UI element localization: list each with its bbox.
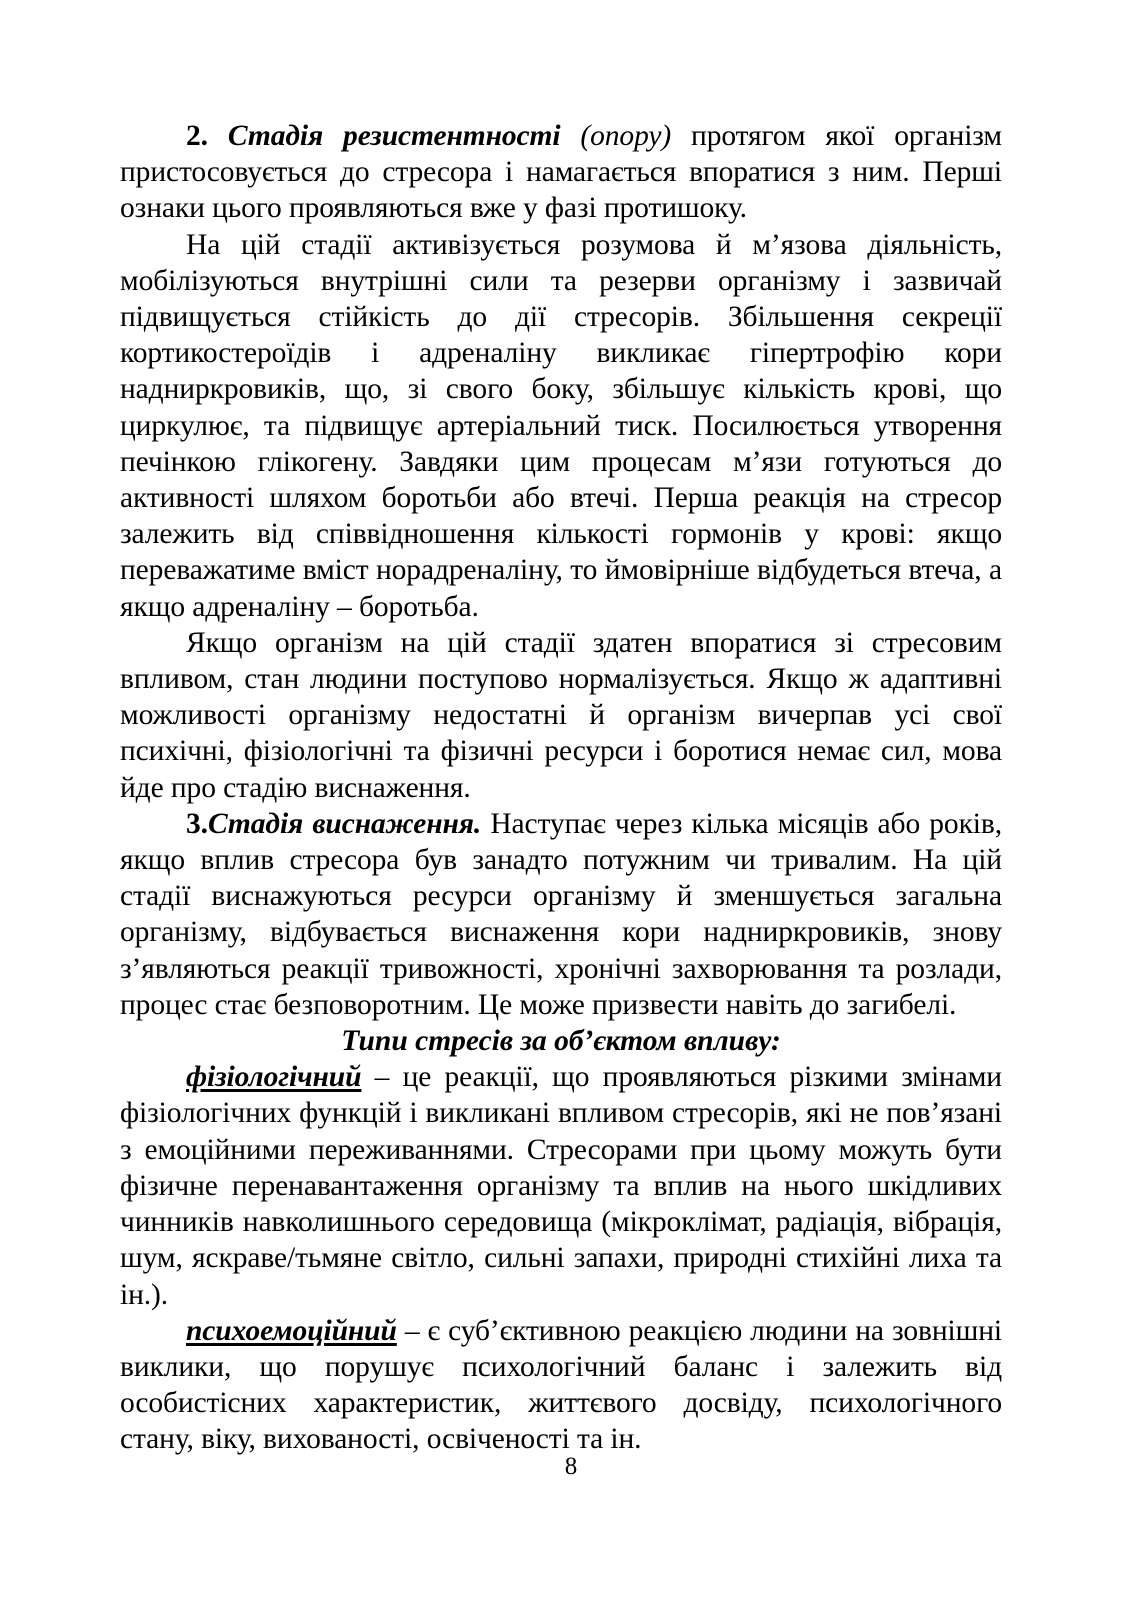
stage-2-title-parenthetical: (опору) <box>580 120 672 152</box>
paragraph-type-physiological <box>120 1059 1002 1312</box>
stage-2-body: протягом якої організм пристосовується до стресора і намагається впоратися з ним. Перші ознаки цього проявляються вже у фазі протишоку. <box>120 120 1002 225</box>
paragraph-stage-2-detail-2: Якщо організм на цій стадії здатен впоратися зі стресовим впливом, стан людини поступово нормалізується. Якщо ж адаптивні можливості організму недостатні й організм вичерпав усі свої психічні, фізіологічні та фізичні ресурси і боротися немає сил, мова йде про стадію виснаження. <box>120 626 1002 804</box>
text-column <box>120 118 1002 1458</box>
page-number: 8 <box>564 1453 578 1480</box>
stage-2-title: Стадія резистентності <box>227 120 561 152</box>
stage-2-number: 2. <box>186 120 208 152</box>
paragraph-stage-2 <box>120 118 1002 227</box>
term-physiological-body: – це реакції, що проявляються різкими змінами фізіологічних функцій і викликані впливом стресорів, які не пов’язані з емоційними переживаннями. Стресорами при цьому можуть бути фізичне перенавантаження організму та вплив на нього шкідливих чинників навколишнього середовища (мікроклімат, радіація, вібрація, шум, яскраве/тьмяне світло, сильні запахи, природні стихійні лиха та ін.). <box>120 1061 1002 1311</box>
stage-3-title: Стадія виснаження. <box>207 807 482 840</box>
paragraph-stage-2-detail-1: На цій стадії активізується розумова й м’язова діяльність, мобілізуються внутрішні сили та резерви організму і зазвичай підвищується стійкість до дії стресорів. Збільшення секреції кортикостероїдів і адреналіну викликає гіпертрофію кори надниркровиків, що, зі свого боку, збільшує кількість крові, що циркулює, та підвищує артеріальний тиск. Посилюється утворення печінкою глікогену. Завдяки цим процесам м’язи готуються до активності шляхом боротьби або втечі. Перша реакція на стресор залежить від співвідношення кількості гормонів у крові: якщо переважатиме вміст норадреналіну, то ймовірніше відбудеться втеча, а якщо адреналіну – боротьба. <box>120 228 1002 623</box>
term-physiological: фізіологічний <box>186 1061 362 1094</box>
paragraph-type-psychoemotional <box>120 1313 1002 1458</box>
paragraph-stage-3 <box>120 806 1002 1023</box>
stage-3-number: 3. <box>186 807 208 840</box>
stage-3-body: Наступає через кілька місяців або років, якщо вплив стресора був занадто потужним чи тривалим. На цій стадії виснажуються ресурси організму й зменшується загальна організму, відбувається виснаження кори надниркровиків, знову з’являються реакції тривожності, хронічні захворювання та розлади, процес стає безповоротним. Це може призвести навіть до загибелі. <box>120 807 1003 1021</box>
term-psychoemotional: психоемоційний <box>186 1314 397 1347</box>
term-psychoemotional-body: – є суб’єктивною реакцією людини на зовнішні виклики, що порушує психологічний баланс і залежить від особистісних характеристик, життєвого досвіду, психологічного стану, віку, вихованості, освіченості та ін. <box>120 1314 1002 1456</box>
types-heading: Типи стресів за об’єктом впливу: <box>341 1025 781 1058</box>
